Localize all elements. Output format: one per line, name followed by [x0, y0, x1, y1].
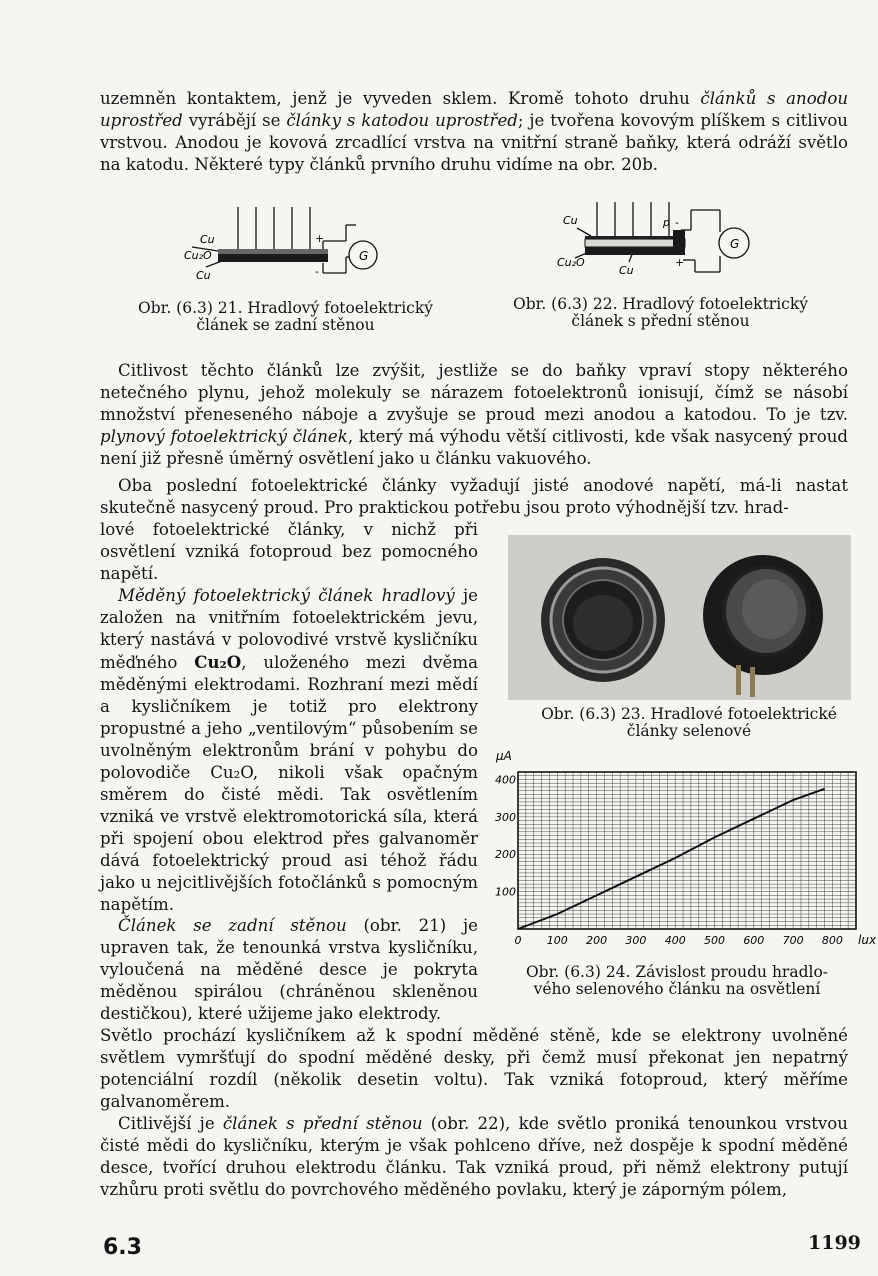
fig22-label-plus: +	[675, 256, 685, 269]
x-tick-label: 0	[514, 934, 522, 947]
fig21-label-plus: +	[315, 232, 325, 245]
y-tick-label: 300	[495, 810, 516, 824]
fig22-label-cu-bottom: Cu	[619, 264, 634, 277]
paragraph-back-wall-cell: Článek se zadní stěnou (obr. 21) je upraven tak, že tenounká vrstva kysličníku, vyloučená na měděné desce je pokryta měděnou spirálou (chráněnou skleněnou destičkou), které užijeme jako elektrody.	[100, 916, 478, 1023]
page-number: 1199	[808, 1232, 861, 1254]
paragraph-intro: uzemněn kontaktem, jenž je vyveden sklem. Kromě tohoto druhu článků s anodou uprostřed vyrábějí se články s katodou uprostřed; je tvořena kovovým plíškem s citlivou vrstvou. Anodou je kovová zrcadlící vrstva na vnitřní straně baňky, která odráží světlo na katodu. Některé typy článků prvního druhu vidíme na obr. 20b.	[100, 89, 849, 174]
caption-fig21: Obr. (6.3) 21. Hradlový fotoelektrický článek se zadní stěnou	[137, 299, 433, 334]
chart-series-line	[518, 789, 825, 929]
x-tick-label: 700	[782, 934, 804, 947]
fig21-label-cu2o: Cu₂O	[184, 249, 212, 262]
fig22-label-cu2o: Cu₂O	[557, 256, 585, 269]
x-tick-label: 500	[704, 934, 726, 947]
fig21-label-cu-bottom: Cu	[196, 269, 211, 282]
chart-x-axis-label: lux	[858, 933, 877, 947]
figure-24-chart	[488, 744, 877, 954]
x-tick-label: 800	[821, 934, 843, 947]
paragraph-back-wall-cont: Světlo prochází kysličníkem až k spodní měděné stěně, kde se elektrony uvolněné světlem vymršťují do spodní měděné desky, při čemž musí překonat jen nepatrný potenciální rozdíl (několik desetin voltu). Tak vzniká fotoproud, který měříme galvanoměrem.	[100, 1026, 848, 1111]
x-tick-label: 300	[625, 934, 647, 947]
fig21-label-cu-top: Cu	[200, 233, 215, 246]
chart-y-axis-label: μA	[496, 749, 512, 763]
caption-fig24: Obr. (6.3) 24. Závislost proudu hradlo- vého selenového článku na osvětlení	[525, 963, 829, 998]
x-tick-label: 600	[743, 934, 765, 947]
y-tick-label: 100	[495, 885, 516, 899]
paragraph-copper-cell: Měděný fotoelektrický článek hradlový je založen na vnitřním fotoelektrickém jevu, který nastává v polovodivé vrstvě kysličníku měďného Cu₂O, uloženého mezi dvěma měděnými elektrodami. Rozhraní mezi mědí a kysličníkem je totiž pro elektrony propustné a jeho „ventilovým“ působením se uvolněným elektronům brání v pohybu do polovodiče Cu₂O, nikoli však opačným směrem do čisté mědi. Tak osvětlením vzniká ve vrstvě elektromotorická síla, která při spojení obou elektrod přes galvanoměr dává fotoelektrický proud asi téhož řádu jako u nejcitlivějších fotočlánků s pomocným napětím.	[100, 586, 478, 914]
figure-23-photo	[508, 535, 851, 700]
x-tick-label: 200	[586, 934, 608, 947]
fig21-galvanometer-label: G	[359, 249, 369, 263]
x-tick-label: 400	[664, 934, 686, 947]
fig21-label-minus: -	[315, 265, 319, 278]
caption-fig22: Obr. (6.3) 22. Hradlový fotoelektrický článek s přední stěnou	[512, 295, 808, 330]
x-tick-label: 100	[546, 934, 568, 947]
fig22-galvanometer-label: G	[730, 237, 740, 251]
paragraph-barrier-intro: Oba poslední fotoelektrické články vyžadují jisté anodové napětí, má-li nastat skutečně nasycený proud. Pro praktickou potřebu jsou proto výhodnější tzv. hrad-	[100, 476, 848, 517]
fig22-label-cu-top: Cu	[563, 214, 578, 227]
paragraph-gas-cell: Citlivost těchto článků lze zvýšit, jestliže se do baňky vpraví stopy některého netečného plynu, jehož molekuly se nárazem fotoelektronů ionisují, čímž se násobí množství přeneseného náboje a zvyšuje se proud mezi anodou a katodou. To je tzv. plynový fotoelektrický článek, který má výhodu větší citlivosti, kde však nasycený proud není již přesně úměrný osvětlení jako u článku vakuového.	[100, 361, 848, 468]
y-tick-label: 400	[495, 773, 516, 787]
section-number: 6.3	[103, 1235, 142, 1260]
figure-21-diagram	[178, 205, 388, 285]
caption-fig23: Obr. (6.3) 23. Hradlové fotoelektrické články selenové	[541, 705, 837, 740]
paragraph-front-wall-cell: Citlivější je článek s přední stěnou (obr. 22), kde světlo proniká tenounkou vrstvou čisté mědi do kysličníku, kterým je však pohlceno dříve, než dospěje k spodní měděné desce, tvořící druhou elektrodu článku. Tak vzniká proud, při němž elektrony putují vzhůru proti světlu do povrchového měděného povlaku, který je záporným pólem,	[100, 1114, 848, 1199]
fig22-label-p: p	[663, 216, 670, 229]
y-tick-label: 200	[495, 848, 516, 862]
fig22-label-minus: -	[675, 216, 679, 229]
paragraph-barrier-intro-cont: lové fotoelektrické články, v nichž při osvětlení vzniká fotoproud bez pomocného napětí.	[100, 520, 478, 583]
figure-22-diagram	[555, 200, 770, 285]
